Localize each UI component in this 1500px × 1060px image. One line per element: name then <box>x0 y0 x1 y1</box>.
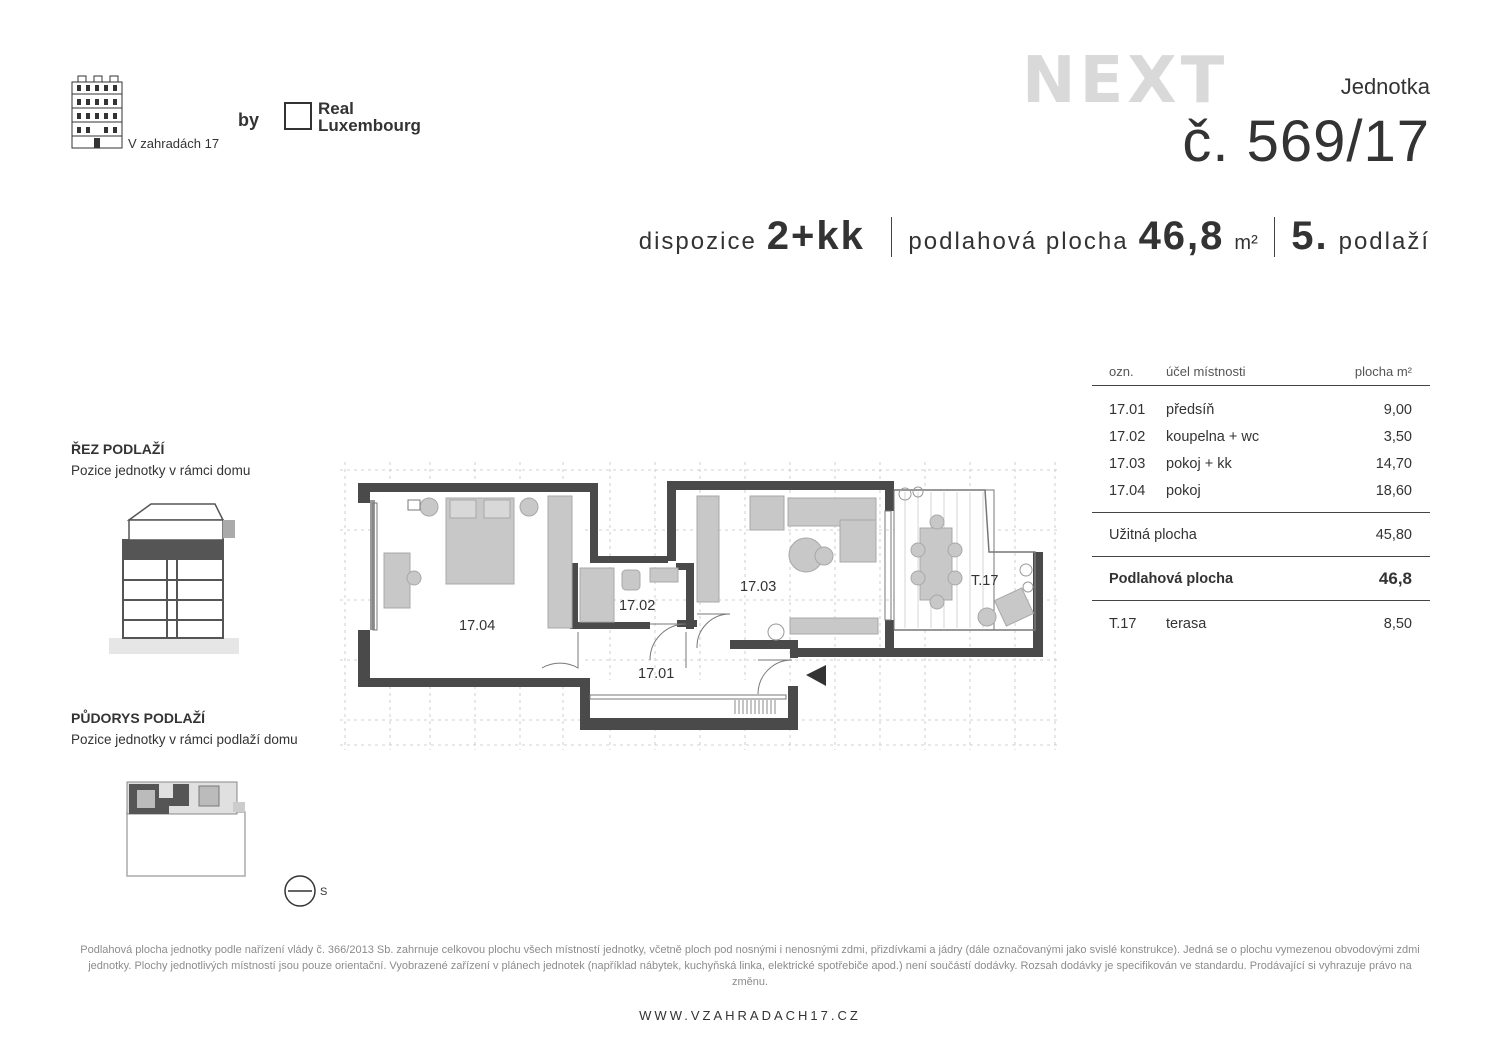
apartment-floor-plan <box>330 455 1070 755</box>
table-row <box>1092 396 1430 423</box>
floorplan-subtitle: Pozice jednotky v rámci podlaží domu <box>71 732 298 747</box>
room-id: 17.04 <box>1109 482 1146 499</box>
room-label: T.17 <box>971 573 999 589</box>
layout-label: dispozice <box>638 228 757 255</box>
divider <box>891 217 893 257</box>
north-compass-icon <box>284 874 334 908</box>
building-section-drawing <box>105 490 245 658</box>
floor-area-label: Podlahová plocha <box>1109 570 1234 587</box>
room-area: 3,50 <box>1383 428 1412 445</box>
usable-area-value: 45,80 <box>1375 526 1412 543</box>
header-area: plocha m² <box>1354 364 1412 379</box>
next-agency-logo: NEXT <box>1022 44 1229 118</box>
divider <box>1274 217 1276 257</box>
room-name: pokoj <box>1166 482 1201 499</box>
room-label: 17.04 <box>459 618 496 634</box>
terrace-area: 8,50 <box>1383 616 1412 632</box>
room-name: koupelna + wc <box>1166 428 1260 445</box>
floor-area-row <box>1092 557 1430 601</box>
room-area: 18,60 <box>1375 482 1412 499</box>
area-unit: m² <box>1234 232 1258 254</box>
website-link[interactable]: WWW.VZAHRADACH17.CZ <box>639 1008 861 1023</box>
project-logo <box>70 74 230 154</box>
unit-label: Jednotka <box>1340 74 1430 99</box>
unit-number: č. 569/17 <box>1182 109 1430 174</box>
room-name: předsíň <box>1166 401 1215 418</box>
room-id: 17.03 <box>1109 455 1146 472</box>
room-name: pokoj + kk <box>1166 455 1232 472</box>
table-row <box>1092 477 1430 504</box>
usable-area-label: Užitná plocha <box>1109 526 1197 543</box>
room-area: 14,70 <box>1375 455 1412 472</box>
partner-line-1: Real <box>318 99 354 118</box>
floor-area-value: 46,8 <box>1378 568 1412 588</box>
header-id: ozn. <box>1109 364 1134 379</box>
table-row <box>1092 450 1430 477</box>
project-name: V zahradách 17 <box>128 136 220 151</box>
floor-value: 5. <box>1291 214 1329 258</box>
room-id: 17.02 <box>1109 428 1146 445</box>
terrace-id: T.17 <box>1109 616 1137 632</box>
legal-disclaimer: Podlahová plocha jednotky podle nařízení vlády č. 366/2013 Sb. zahrnuje celkovou plochu všech místností jednotky, včetně ploch pod nosnými i nenosnými zdmi, přizdívkami a jádry (dále označovanými jako svislé konstrukce). Jedná se o plochu vymezenou obvodovými zdmi jednotky. Plochy jednotlivých místností jsou pouze orientační. Vyobrazené zařízení v plánech jednotek (například nábytek, kuchyňská linka, elektrické spotřebiče apod.) není součástí dodávky. Rozsah dodávky je specifikován ve standardu. Prodávající si vyhrazuje právo na změnu. <box>80 944 1420 988</box>
usable-area-row <box>1092 513 1430 557</box>
floorplan-title: PŮDORYS PODLAŽÍ <box>71 710 206 726</box>
layout-value: 2+kk <box>766 214 865 258</box>
floor-position-mini-plan <box>115 768 255 880</box>
area-label: podlahová plocha <box>908 228 1129 255</box>
unit-summary-strip <box>639 214 1430 259</box>
partner-line-2: Luxembourg <box>318 116 421 135</box>
room-label: 17.02 <box>619 598 656 614</box>
table-body <box>1092 386 1430 513</box>
terrace-name: terasa <box>1166 616 1207 632</box>
room-area: 9,00 <box>1383 401 1412 418</box>
room-label: 17.03 <box>740 579 777 595</box>
room-area-table <box>1092 358 1430 647</box>
terrace-row <box>1092 601 1430 647</box>
by-label: by <box>238 110 260 130</box>
room-id: 17.01 <box>1109 401 1146 418</box>
header-purpose: účel místnosti <box>1166 364 1246 379</box>
table-row <box>1092 423 1430 450</box>
room-label: 17.01 <box>638 666 675 682</box>
entrance-arrow-icon <box>806 665 826 686</box>
compass-label: S <box>320 886 328 898</box>
partner-logo-text <box>318 100 421 134</box>
area-value: 46,8 <box>1138 214 1225 258</box>
section-title: ŘEZ PODLAŽÍ <box>71 441 165 457</box>
floor-label: podlaží <box>1338 228 1430 255</box>
section-subtitle: Pozice jednotky v rámci domu <box>71 463 251 478</box>
partner-logo-square <box>284 102 312 130</box>
table-header <box>1092 358 1430 386</box>
